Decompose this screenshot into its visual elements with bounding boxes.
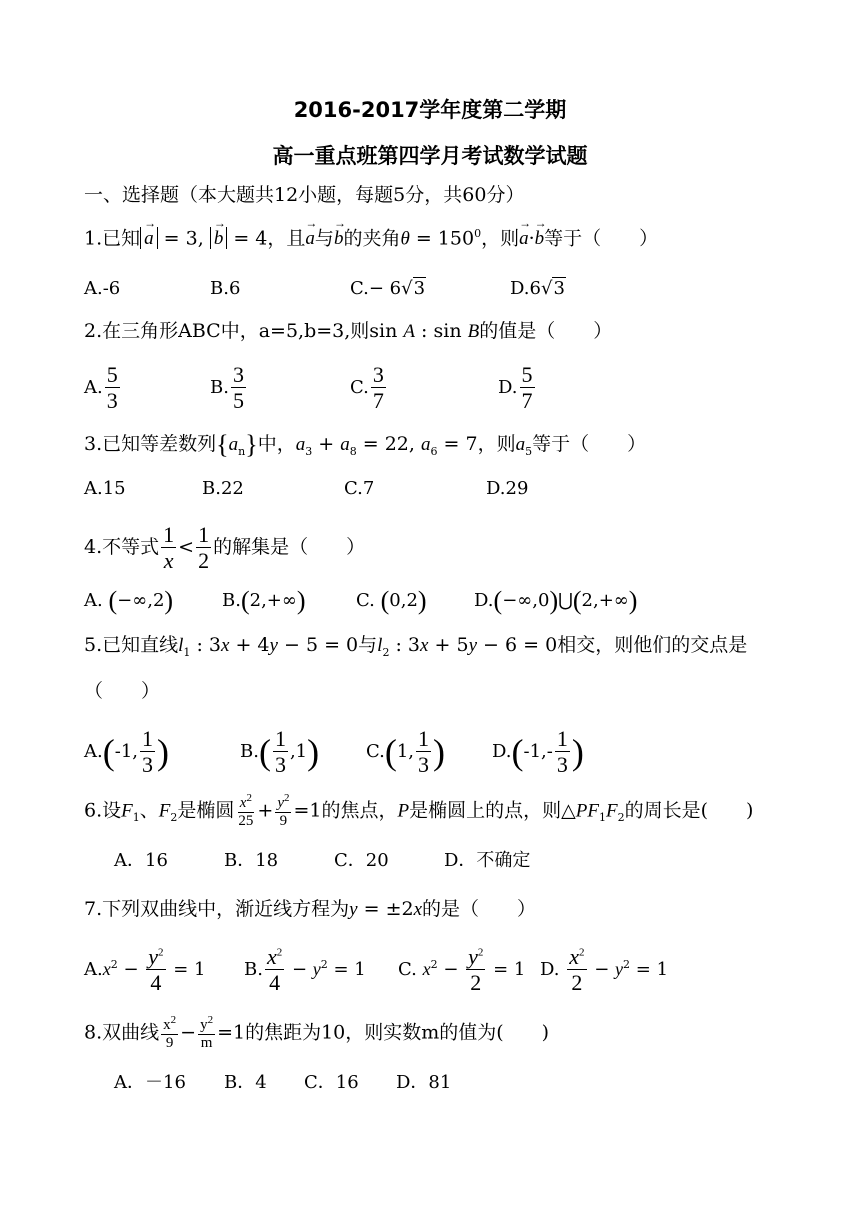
question-6: 6.设$F_1$、$F_2$是椭圆 $\frac{x^2}{25}$ + $\frac{y^2}{9}$ =1的焦点，P是椭圆上的点，则$\triangle PF_1F_2$的周长是( ) (84, 792, 754, 830)
q7-option-c[interactable]: C. $x^2$ − $\frac{y^2}{2}$ = 1 (398, 944, 526, 996)
q8-option-b[interactable]: B．4 (224, 1072, 267, 1093)
q2-option-b[interactable]: B. $\frac{3}{5}$ (210, 362, 244, 414)
q1-option-c[interactable]: C.− 6√3 (350, 278, 426, 299)
q2-option-d[interactable]: D. $\frac{5}{7}$ (498, 362, 533, 414)
q8-option-a[interactable]: A．－16 (114, 1072, 186, 1093)
question-1: 1.已知→ a = 3, → b = 4，且→ a与→ b的夹角$\theta = 150^0$，则→ a·→ b等于（ ） (84, 228, 658, 248)
q7-option-a[interactable]: $A.x^2$ − $\frac{y^2}{4}$ = 1 (84, 944, 206, 996)
q5-option-d[interactable]: D.(-1,- $\frac{1}{3}$ ) (492, 726, 584, 778)
q1-option-a[interactable]: A.-6 (84, 278, 121, 299)
q7-option-d[interactable]: D. $\frac{x^2}{2}$ − $y^2 = 1$ (540, 944, 669, 996)
q4-option-b[interactable]: B.(2,+∞) (222, 586, 306, 615)
q6-option-d[interactable]: D．不确定 (444, 850, 531, 871)
q5-option-a[interactable]: A.(-1, $\frac{1}{3}$ ) (84, 726, 169, 778)
q4-option-a[interactable]: A. (−∞,2) (84, 586, 174, 615)
q5-option-c[interactable]: C.(1, $\frac{1}{3}$ ) (366, 726, 446, 778)
q1-option-b[interactable]: B.6 (210, 278, 241, 299)
q8-option-c[interactable]: C．16 (304, 1072, 359, 1093)
question-4: 4.不等式 $\frac{1}{x}$ < $\frac{1}{2}$ 的解集是（ ） (84, 522, 366, 574)
q5-option-b[interactable]: B.( $\frac{1}{3}$ ,1) (240, 726, 320, 778)
q3-option-a[interactable]: A.15 (84, 478, 126, 499)
question-8: 8.双曲线 $\frac{x^2}{9}$ − $\frac{y^2}{m}$ =1的焦距为10，则实数m的值为( ) (84, 1014, 550, 1052)
year-title: 2016-2017学年度第二学期 (293, 98, 567, 122)
q5-answer-paren: （ ） (84, 680, 161, 702)
q6-option-a[interactable]: A．16 (114, 850, 168, 871)
q3-option-d[interactable]: D.29 (486, 478, 529, 499)
question-7: 7.下列双曲线中，渐近线方程为y = ±2x的是（ ） (84, 898, 537, 920)
question-2: 2.在三角形ABC中，a=5,b=3,则sin A : sin B的值是（ ） (84, 320, 613, 342)
exam-title: 高一重点班第四学月考试数学试题 (272, 144, 588, 168)
q3-option-c[interactable]: C.7 (344, 478, 375, 499)
q6-option-b[interactable]: B．18 (224, 850, 279, 871)
q2-option-a[interactable]: A. $\frac{5}{3}$ (84, 362, 118, 414)
section-heading: 一、选择题（本大题共12小题，每题5分，共60分） (84, 184, 525, 206)
q4-option-d[interactable]: D.(−∞,0)⋃(2,+∞) (474, 586, 638, 615)
q4-option-c[interactable]: C. (0,2) (356, 586, 427, 615)
q1-option-d[interactable]: D.6√3 (510, 278, 565, 299)
question-3: 3.已知等差数列$\{a_n\}$中，$a_3 + a_8 = 22$, $a_6 = 7$，则$a_5$等于（ ） (84, 430, 647, 459)
q8-option-d[interactable]: D．81 (396, 1072, 452, 1093)
q6-option-c[interactable]: C．20 (334, 850, 389, 871)
q3-option-b[interactable]: B.22 (202, 478, 244, 499)
q7-option-b[interactable]: B. $\frac{x^2}{4}$ − $y^2 = 1$ (244, 944, 366, 996)
question-5: 5.已知直线$l_1$ : 3x + 4y − 5 = 0与$l_2$ : 3x + 5y − 6 = 0相交，则他们的交点是 (84, 634, 748, 659)
q2-option-c[interactable]: C. $\frac{3}{7}$ (350, 362, 384, 414)
